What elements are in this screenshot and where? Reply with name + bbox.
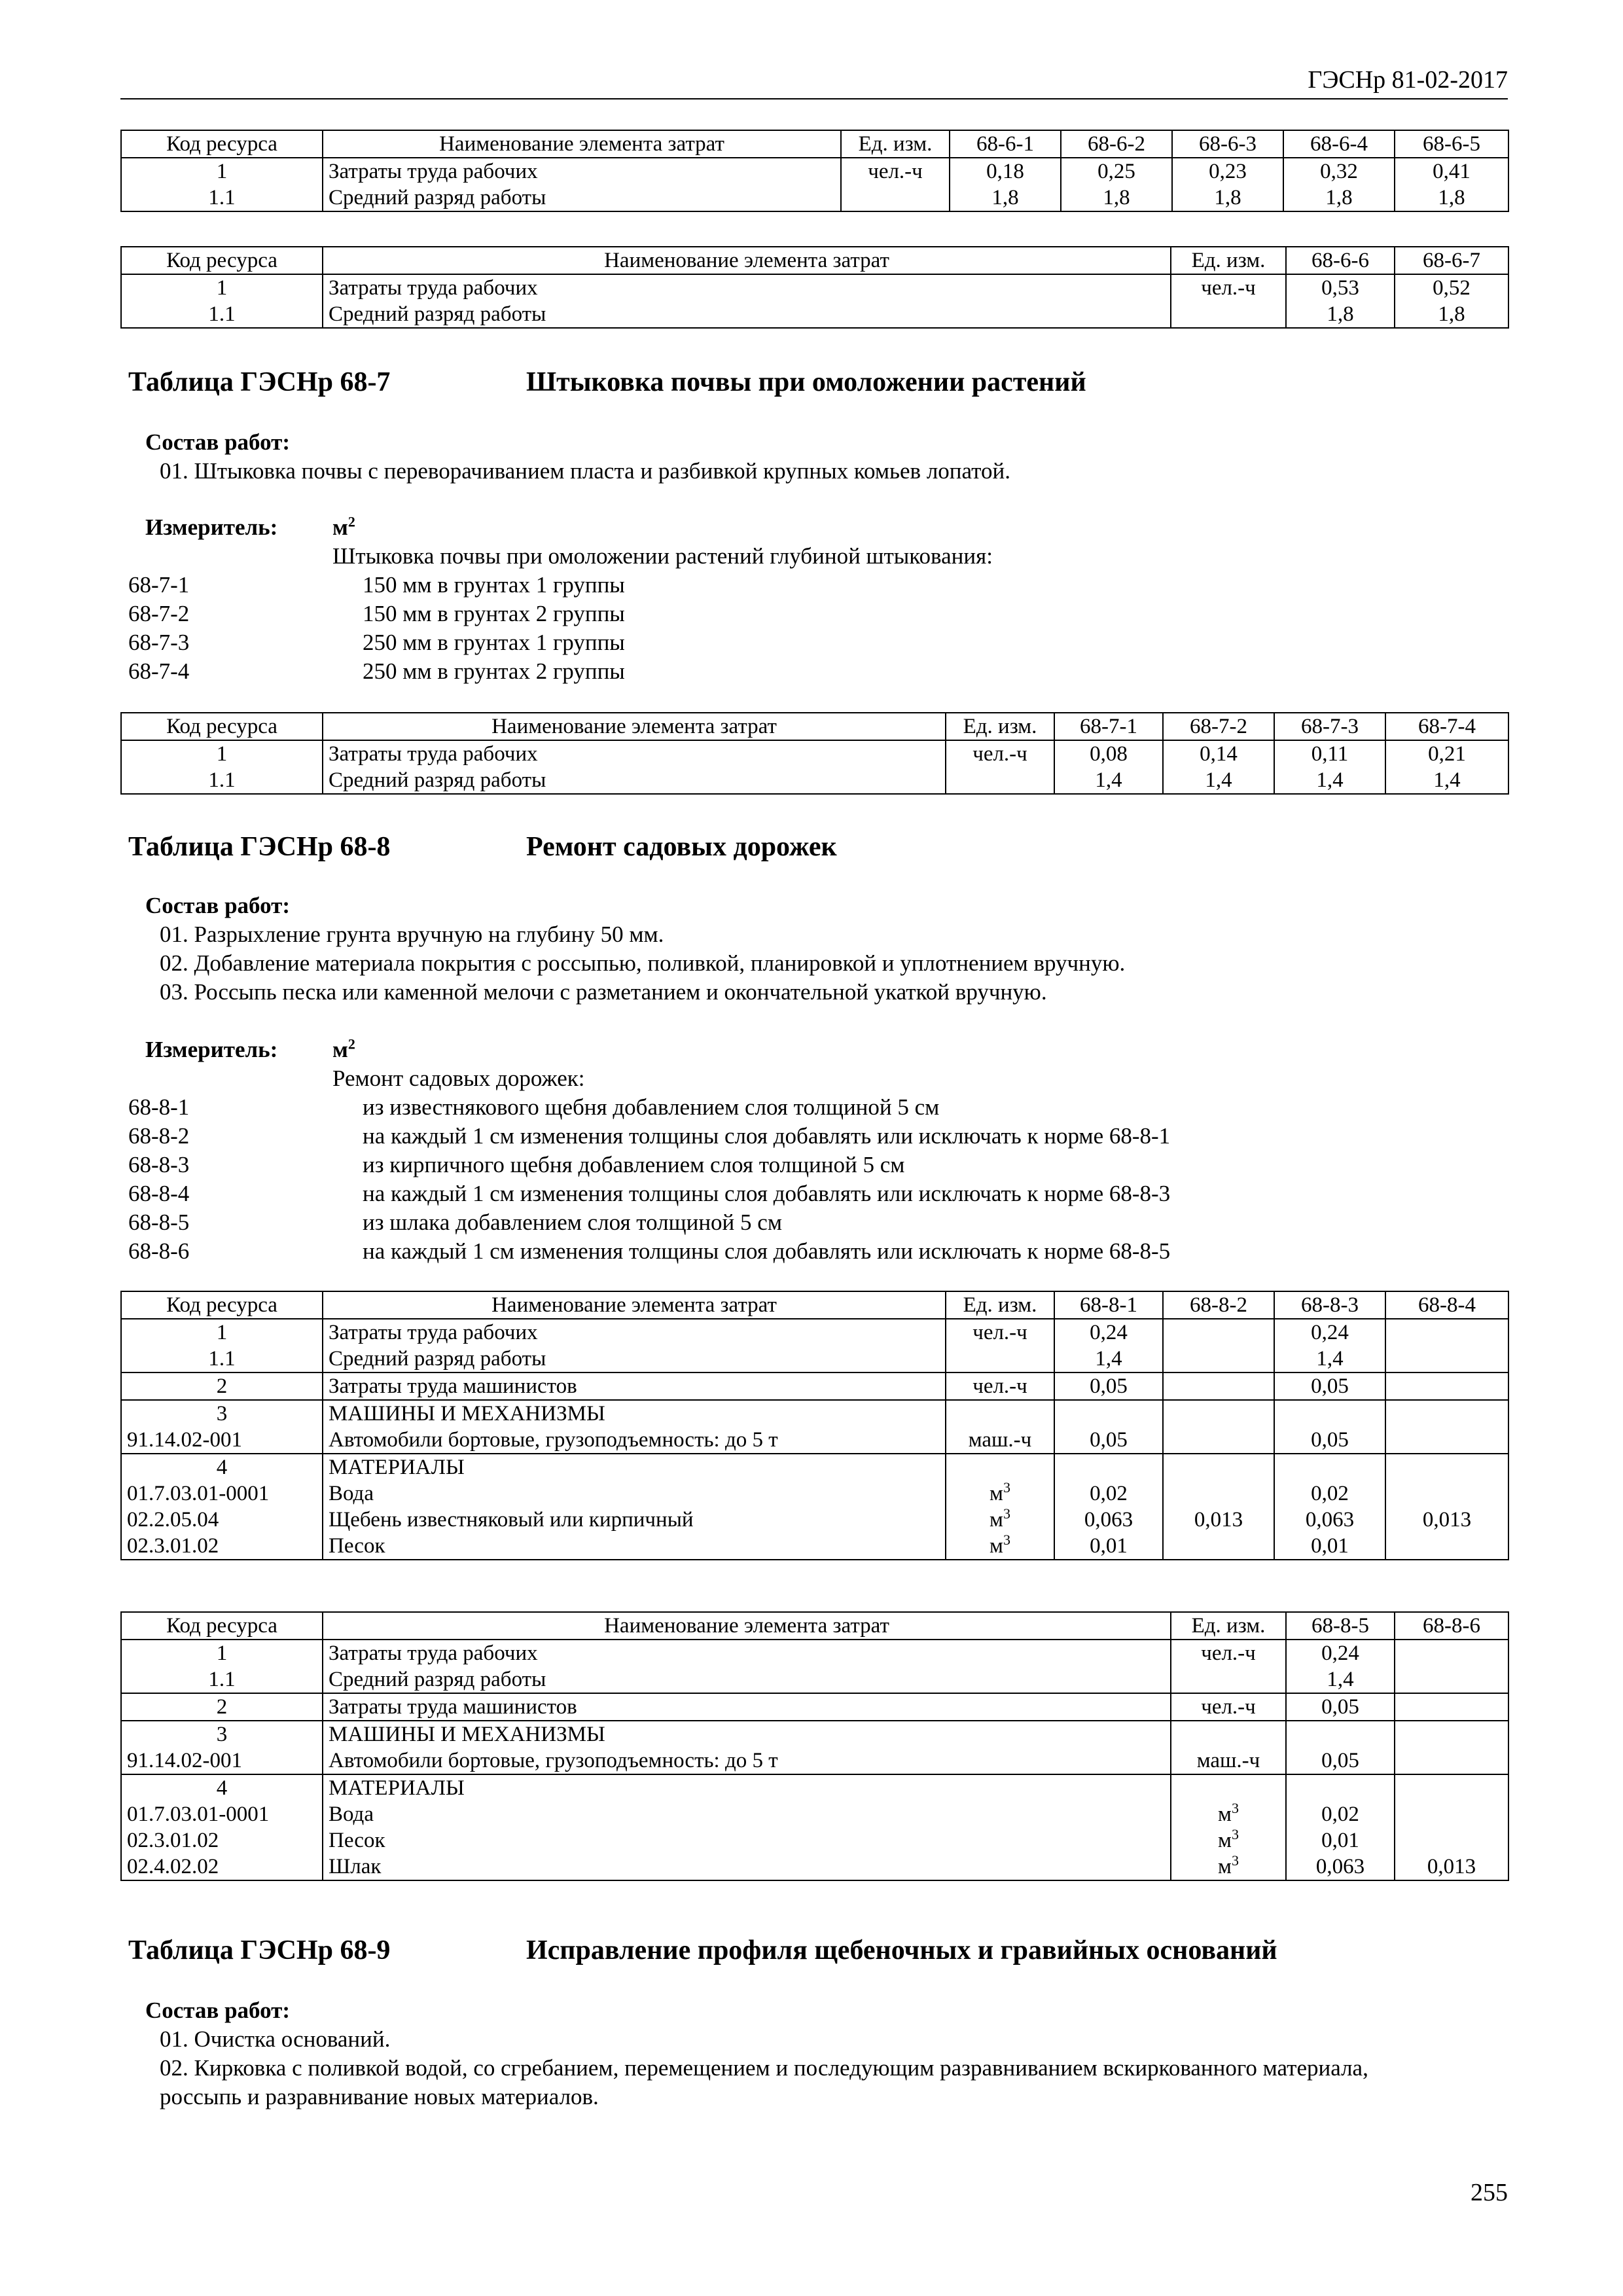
unit-exponent: 3 [1231,1827,1239,1842]
cost-name: Затраты труда рабочих [323,274,1171,301]
norm-value [1385,1454,1508,1480]
norm-value: 0,063 [1054,1507,1163,1533]
table-title-68-8 [128,831,837,863]
norm-value: 1,8 [950,185,1061,211]
norm-value [1395,1693,1508,1721]
cost-name: Затраты труда рабочих [323,1319,946,1346]
norm-value [1385,1372,1508,1400]
norm-value: 0,05 [1274,1427,1385,1454]
table-header-row [121,130,1508,158]
cost-name: Автомобили бортовые, грузоподъемность: до 5 т [323,1427,946,1454]
table-row [121,1533,1508,1560]
composition-label: Состав работ: [145,1998,290,2023]
norm-code: 68-7-1 [128,572,190,598]
norm-value [1395,1801,1508,1827]
items-title: Ремонт садовых дорожек: [332,1066,585,1091]
cost-name: Затраты труда рабочих [323,1640,1171,1666]
resource-code: 4 [121,1454,323,1480]
norm-value: 0,41 [1395,158,1508,185]
composition-item: 01. Штыковка почвы с переворачиванием пласта и разбивкой крупных комьев лопатой. [160,458,1010,484]
norm-value: 0,05 [1054,1427,1163,1454]
resource-code: 1.1 [121,767,323,794]
norm-value: 1,4 [1274,1346,1385,1372]
col-header-norm: 68-7-4 [1385,713,1508,740]
cost-name: Средний разряд работы [323,185,841,211]
col-header-name: Наименование элемента затрат [323,1612,1171,1640]
table-row [121,1400,1508,1427]
col-header-norm: 68-8-3 [1274,1291,1385,1319]
table-title-68-7 [128,367,1086,398]
resource-code: 1.1 [121,301,323,328]
norm-description: из известнякового щебня добавлением слоя толщиной 5 см [363,1094,940,1120]
cost-name: Средний разряд работы [323,1346,946,1372]
resource-code: 2 [121,1372,323,1400]
table-row [121,1666,1508,1693]
resource-code: 1.1 [121,1666,323,1693]
norm-value: 1,8 [1286,301,1395,328]
norm-value: 0,013 [1395,1854,1508,1880]
group-heading: МАТЕРИАЛЫ [323,1454,946,1480]
norm-value: 0,01 [1054,1533,1163,1560]
resource-code: 01.7.03.01-0001 [121,1801,323,1827]
cost-name: Затраты труда рабочих [323,740,946,767]
table-header-row [121,1612,1508,1640]
measure-unit [332,514,355,541]
table-row [121,1640,1508,1666]
norm-value: 0,14 [1163,740,1274,767]
norm-value [1163,1533,1274,1560]
norm-value: 1,4 [1286,1666,1395,1693]
norm-value: 0,24 [1054,1319,1163,1346]
table-68-6-part1 [120,130,1509,212]
norm-value: 0,08 [1054,740,1163,767]
norm-code: 68-8-6 [128,1238,190,1264]
resource-code: 1.1 [121,185,323,211]
unit-text: м [1218,1803,1232,1826]
table-68-7 [120,712,1509,795]
cost-unit [1171,301,1286,328]
col-header-norm: 68-8-1 [1054,1291,1163,1319]
norm-value: 0,32 [1283,158,1395,185]
norm-description: на каждый 1 см изменения толщины слоя добавлять или исключать к норме 68-8-1 [363,1123,1171,1149]
norm-value: 0,063 [1286,1854,1395,1880]
norm-code: 68-8-3 [128,1152,190,1177]
col-header-norm: 68-7-1 [1054,713,1163,740]
table-row [121,301,1508,328]
norm-code: 68-7-3 [128,630,190,655]
cost-unit [946,1507,1054,1533]
norm-code: 68-8-2 [128,1123,190,1149]
table-row [121,1454,1508,1480]
table-row [121,1427,1508,1454]
cost-name: Вода [323,1480,946,1507]
cost-unit: чел.-ч [1171,274,1286,301]
resource-code: 91.14.02-001 [121,1427,323,1454]
unit-text: м [1218,1829,1232,1852]
norm-description: 150 мм в грунтах 1 группы [363,572,625,598]
unit-exponent: 3 [1231,1854,1239,1869]
col-header-norm: 68-6-4 [1283,130,1395,158]
norm-value: 0,02 [1286,1801,1395,1827]
col-header-norm: 68-6-2 [1061,130,1172,158]
cost-unit: маш.-ч [1171,1748,1286,1774]
table-68-8-part2 [120,1611,1509,1881]
table-row [121,274,1508,301]
col-header-code: Код ресурса [121,247,323,274]
table-row [121,1827,1508,1854]
norm-value: 0,11 [1274,740,1385,767]
norm-description: 250 мм в грунтах 2 группы [363,658,625,684]
col-header-name: Наименование элемента затрат [323,1291,946,1319]
table-68-6-part2 [120,246,1509,329]
resource-code: 1 [121,1319,323,1346]
norm-value: 0,05 [1286,1748,1395,1774]
cost-unit [1171,1774,1286,1801]
norm-value [1163,1480,1274,1507]
norm-value: 1,4 [1054,767,1163,794]
resource-code: 1 [121,158,323,185]
norm-value [1385,1533,1508,1560]
table-caption: Исправление профиля щебеночных и гравийных оснований [526,1935,1277,1965]
norm-code: 68-8-1 [128,1094,190,1120]
resource-code: 02.4.02.02 [121,1854,323,1880]
norm-value: 0,05 [1054,1372,1163,1400]
norm-value: 0,23 [1172,158,1283,185]
unit-text: м [1218,1855,1232,1878]
cost-name: Средний разряд работы [323,301,1171,328]
measure-unit-text: м [332,514,348,540]
cost-unit [1171,1801,1286,1827]
table-caption: Ремонт садовых дорожек [526,832,837,862]
norm-value: 0,24 [1286,1640,1395,1666]
norm-value [1385,1319,1508,1346]
norm-code: 68-8-4 [128,1181,190,1206]
norm-code: 68-8-5 [128,1210,190,1235]
composition-item: 03. Россыпь песка или каменной мелочи с разметанием и окончательной укаткой вручную. [160,979,1047,1005]
measure-unit-exponent: 2 [348,1035,355,1052]
norm-value [1385,1346,1508,1372]
col-header-unit: Ед. изм. [1171,247,1286,274]
cost-unit: чел.-ч [1171,1693,1286,1721]
table-row [121,1372,1508,1400]
unit-text: м [990,1508,1003,1532]
unit-exponent: 3 [1003,1507,1010,1522]
norm-value: 1,8 [1061,185,1172,211]
cost-unit: чел.-ч [946,740,1054,767]
norm-value: 1,4 [1274,767,1385,794]
cost-unit: чел.-ч [841,158,950,185]
composition-item-continued: россыпь и разравнивание новых материалов. [160,2084,599,2109]
norm-value [1163,1372,1274,1400]
measure-unit-text: м [332,1037,348,1062]
cost-unit: маш.-ч [946,1427,1054,1454]
col-header-norm: 68-6-1 [950,130,1061,158]
norm-value [1163,1454,1274,1480]
norm-value: 0,25 [1061,158,1172,185]
cost-unit [1171,1827,1286,1854]
col-header-unit: Ед. изм. [946,713,1054,740]
col-header-code: Код ресурса [121,1291,323,1319]
table-row [121,1774,1508,1801]
measure-unit-exponent: 2 [348,513,355,530]
norm-value [1395,1666,1508,1693]
norm-value [1274,1400,1385,1427]
col-header-name: Наименование элемента затрат [323,130,841,158]
col-header-unit: Ед. изм. [1171,1612,1286,1640]
norm-value [1054,1454,1163,1480]
cost-unit: чел.-ч [1171,1640,1286,1666]
norm-code: 68-7-4 [128,658,190,684]
cost-unit [1171,1666,1286,1693]
unit-exponent: 3 [1003,1533,1010,1548]
norm-value: 0,05 [1286,1693,1395,1721]
cost-unit [946,1480,1054,1507]
col-header-norm: 68-6-5 [1395,130,1508,158]
norm-value: 0,18 [950,158,1061,185]
norm-description: на каждый 1 см изменения толщины слоя добавлять или исключать к норме 68-8-3 [363,1181,1171,1206]
table-header-row [121,247,1508,274]
cost-name: Вода [323,1801,1171,1827]
measure-unit [332,1037,355,1063]
resource-code: 1 [121,740,323,767]
col-header-norm: 68-8-2 [1163,1291,1274,1319]
norm-description: 250 мм в грунтах 1 группы [363,630,625,655]
resource-code: 1 [121,274,323,301]
table-row [121,767,1508,794]
resource-code: 02.3.01.02 [121,1533,323,1560]
col-header-norm: 68-8-4 [1385,1291,1508,1319]
norm-value [1385,1480,1508,1507]
resource-code: 01.7.03.01-0001 [121,1480,323,1507]
resource-code: 1.1 [121,1346,323,1372]
cost-unit [946,1454,1054,1480]
table-number: Таблица ГЭСНр 68-8 [128,832,391,862]
table-caption: Штыковка почвы при омоложении растений [526,367,1086,397]
norm-value [1286,1774,1395,1801]
resource-code: 2 [121,1693,323,1721]
cost-unit [946,767,1054,794]
unit-text: м [990,1482,1003,1505]
norm-value: 0,53 [1286,274,1395,301]
cost-name: Затраты труда машинистов [323,1693,1171,1721]
norm-value: 0,21 [1385,740,1508,767]
norm-value: 0,05 [1274,1372,1385,1400]
header-rule [120,98,1508,99]
col-header-name: Наименование элемента затрат [323,247,1171,274]
cost-name: Песок [323,1533,946,1560]
group-heading: МАШИНЫ И МЕХАНИЗМЫ [323,1721,1171,1748]
norm-value: 1,4 [1054,1346,1163,1372]
norm-value [1395,1748,1508,1774]
col-header-unit: Ед. изм. [946,1291,1054,1319]
norm-value [1054,1400,1163,1427]
table-row [121,1319,1508,1346]
table-row [121,158,1508,185]
norm-value: 0,01 [1274,1533,1385,1560]
cost-name: Песок [323,1827,1171,1854]
norm-value [1385,1427,1508,1454]
running-header: ГЭСНр 81-02-2017 [1308,66,1508,94]
cost-name: Затраты труда рабочих [323,158,841,185]
norm-value [1286,1721,1395,1748]
col-header-name: Наименование элемента затрат [323,713,946,740]
resource-code: 02.2.05.04 [121,1507,323,1533]
cost-name: Затраты труда машинистов [323,1372,946,1400]
resource-code: 02.3.01.02 [121,1827,323,1854]
measure-label: Измеритель: [145,514,278,540]
norm-description: на каждый 1 см изменения толщины слоя добавлять или исключать к норме 68-8-5 [363,1238,1171,1264]
table-header-row [121,1291,1508,1319]
table-row [121,1693,1508,1721]
composition-label: Состав работ: [145,429,290,455]
norm-code: 68-7-2 [128,601,190,626]
norm-value [1163,1427,1274,1454]
table-row [121,1507,1508,1533]
norm-value [1395,1774,1508,1801]
table-row [121,1721,1508,1748]
table-row [121,740,1508,767]
cost-unit [1171,1854,1286,1880]
resource-code: 4 [121,1774,323,1801]
norm-value: 0,24 [1274,1319,1385,1346]
col-header-code: Код ресурса [121,130,323,158]
norm-value [1274,1454,1385,1480]
resource-code: 3 [121,1400,323,1427]
col-header-norm: 68-7-2 [1163,713,1274,740]
cost-unit: чел.-ч [946,1372,1054,1400]
composition-item: 01. Разрыхление грунта вручную на глубину 50 мм. [160,922,664,947]
cost-unit [946,1533,1054,1560]
table-row [121,1801,1508,1827]
composition-item: 01. Очистка оснований. [160,2026,391,2052]
unit-text: м [990,1534,1003,1558]
resource-code: 3 [121,1721,323,1748]
table-number: Таблица ГЭСНр 68-9 [128,1935,391,1965]
norm-value: 0,013 [1385,1507,1508,1533]
table-row [121,185,1508,211]
norm-description: из шлака добавлением слоя толщиной 5 см [363,1210,782,1235]
group-heading: МАШИНЫ И МЕХАНИЗМЫ [323,1400,946,1427]
cost-name: Средний разряд работы [323,1666,1171,1693]
norm-value: 1,8 [1395,185,1508,211]
norm-value [1395,1721,1508,1748]
cost-name: Автомобили бортовые, грузоподъемность: до 5 т [323,1748,1171,1774]
cost-unit: чел.-ч [946,1319,1054,1346]
table-row [121,1854,1508,1880]
norm-value [1163,1346,1274,1372]
norm-value: 1,8 [1395,301,1508,328]
norm-value [1163,1319,1274,1346]
norm-value: 0,01 [1286,1827,1395,1854]
cost-unit [946,1400,1054,1427]
group-heading: МАТЕРИАЛЫ [323,1774,1171,1801]
norm-value [1395,1827,1508,1854]
table-68-8-part1 [120,1291,1509,1560]
composition-item: 02. Добавление материала покрытия с россыпью, поливкой, планировкой и уплотнением вручную. [160,950,1126,976]
norm-value [1163,1400,1274,1427]
norm-value: 1,4 [1163,767,1274,794]
unit-exponent: 3 [1003,1480,1010,1496]
col-header-code: Код ресурса [121,1612,323,1640]
page-number: 255 [1471,2179,1508,2206]
resource-code: 91.14.02-001 [121,1748,323,1774]
table-row [121,1346,1508,1372]
table-title-68-9 [128,1935,1277,1966]
measure-label: Измеритель: [145,1037,278,1062]
cost-unit [946,1346,1054,1372]
norm-value: 1,8 [1283,185,1395,211]
composition-label: Состав работ: [145,893,290,918]
col-header-norm: 68-6-6 [1286,247,1395,274]
cost-unit [841,185,950,211]
cost-name: Шлак [323,1854,1171,1880]
norm-description: из кирпичного щебня добавлением слоя толщиной 5 см [363,1152,905,1177]
cost-unit [1171,1721,1286,1748]
unit-exponent: 3 [1231,1801,1239,1816]
col-header-code: Код ресурса [121,713,323,740]
col-header-norm: 68-6-3 [1172,130,1283,158]
norm-value: 1,4 [1385,767,1508,794]
col-header-norm: 68-8-6 [1395,1612,1508,1640]
resource-code: 1 [121,1640,323,1666]
norm-value: 0,013 [1163,1507,1274,1533]
cost-name: Щебень известняковый или кирпичный [323,1507,946,1533]
col-header-norm: 68-6-7 [1395,247,1508,274]
norm-description: 150 мм в грунтах 2 группы [363,601,625,626]
norm-value: 0,02 [1274,1480,1385,1507]
col-header-norm: 68-7-3 [1274,713,1385,740]
norm-value: 0,063 [1274,1507,1385,1533]
norm-value: 1,8 [1172,185,1283,211]
col-header-unit: Ед. изм. [841,130,950,158]
cost-name: Средний разряд работы [323,767,946,794]
table-header-row [121,713,1508,740]
norm-value: 0,52 [1395,274,1508,301]
norm-value: 0,02 [1054,1480,1163,1507]
norm-value [1395,1640,1508,1666]
items-title: Штыковка почвы при омоложении растений глубиной штыкования: [332,543,993,569]
table-row [121,1748,1508,1774]
table-row [121,1480,1508,1507]
composition-item: 02. Кирковка с поливкой водой, со сгребанием, перемещением и последующим разравниванием вскиркованного материала, [160,2055,1368,2081]
norm-value [1385,1400,1508,1427]
col-header-norm: 68-8-5 [1286,1612,1395,1640]
table-number: Таблица ГЭСНр 68-7 [128,367,391,397]
